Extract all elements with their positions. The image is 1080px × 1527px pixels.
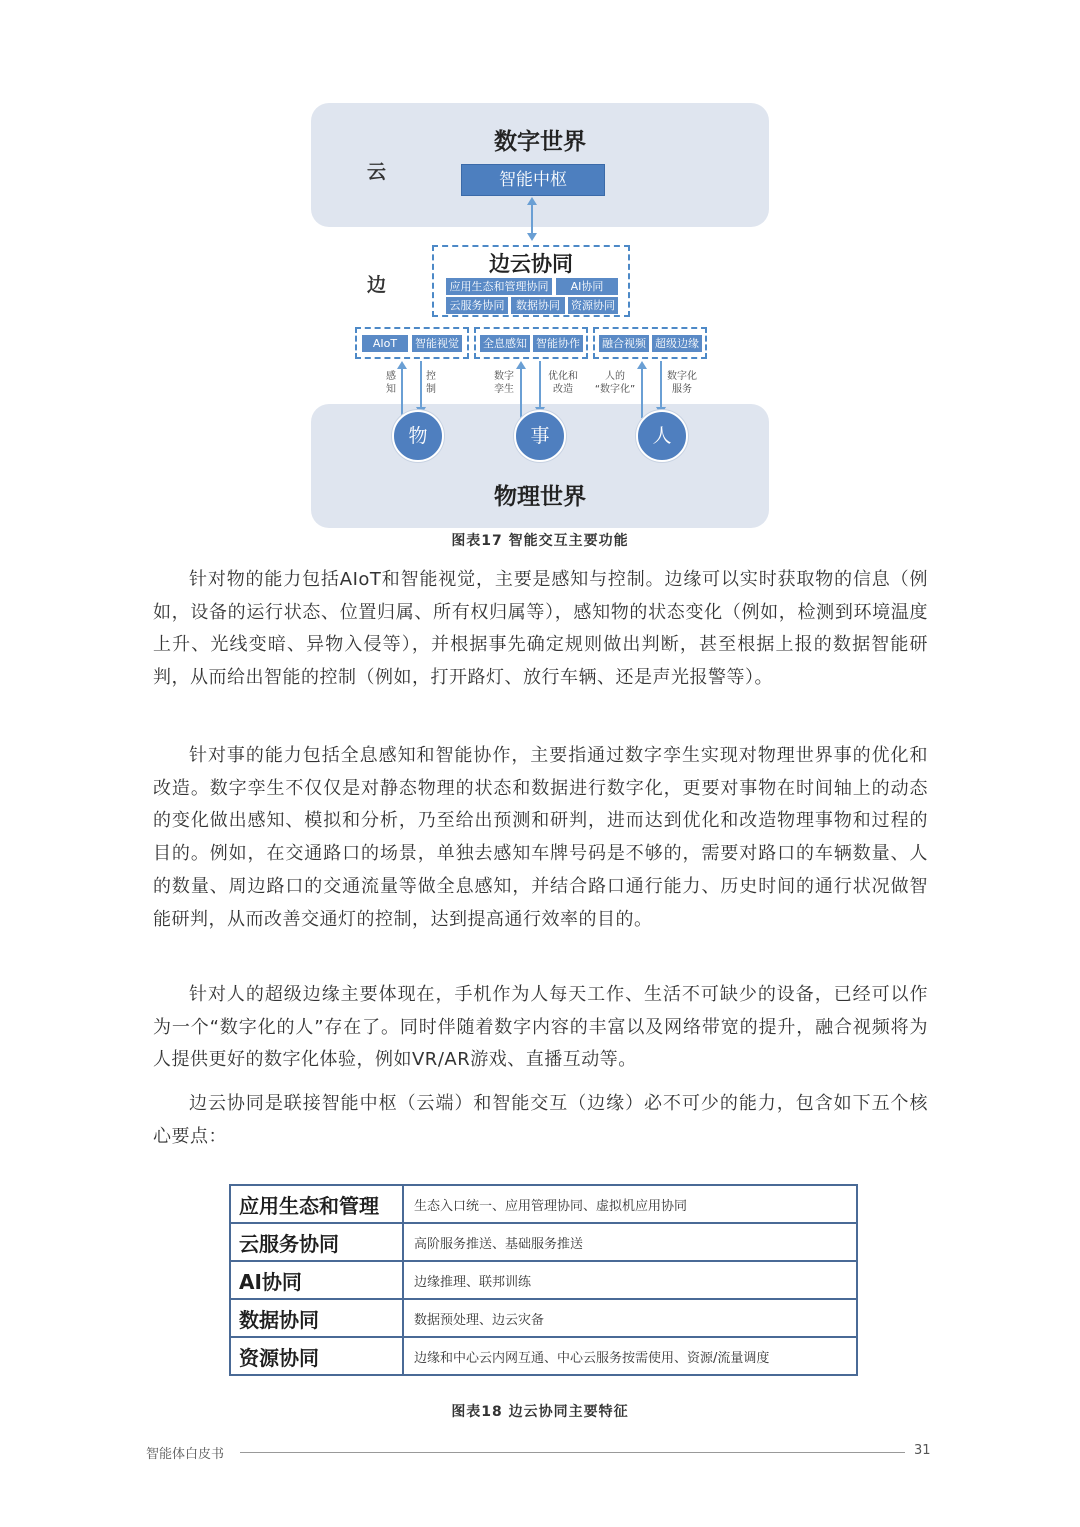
digital-world-title: 数字世界 bbox=[494, 129, 586, 155]
paragraph-edge-cloud: 边云协同是联接智能中枢（云端）和智能交互（边缘）必不可少的能力，包含如下五个核心要点： bbox=[153, 1093, 928, 1147]
hub-arrow-down bbox=[527, 233, 537, 241]
entity-things: 物 bbox=[392, 410, 444, 462]
figure-caption-18: 图表18 边云协同主要特征 bbox=[451, 1404, 629, 1420]
page-number: 31 bbox=[914, 1443, 931, 1458]
hub-box: 智能中枢 bbox=[461, 164, 605, 196]
control-line bbox=[420, 361, 422, 409]
sense-line bbox=[401, 368, 403, 418]
feature-name: 云服务协同 bbox=[230, 1223, 403, 1261]
feature-detail: 边缘推理、联邦训练 bbox=[403, 1261, 857, 1299]
capability-chip: 智能视觉 bbox=[412, 335, 462, 352]
figure-caption-17: 图表17 智能交互主要功能 bbox=[451, 533, 629, 549]
edge-cloud-feature-table bbox=[229, 1184, 858, 1376]
cloud-label: 云 bbox=[367, 161, 387, 183]
feature-name: 数据协同 bbox=[230, 1299, 403, 1337]
physical-world-title: 物理世界 bbox=[494, 484, 586, 510]
hub-connector bbox=[531, 203, 533, 235]
feature-detail: 数据预处理、边云灾备 bbox=[403, 1299, 857, 1337]
table-row bbox=[230, 1299, 857, 1337]
edge-cloud-item: 应用生态和管理协同 bbox=[446, 278, 552, 295]
edge-cloud-item: 资源协同 bbox=[568, 297, 618, 314]
feature-detail: 边缘和中心云内网互通、中心云服务按需使用、资源/流量调度 bbox=[403, 1337, 857, 1375]
table-row bbox=[230, 1261, 857, 1299]
paragraph-people: 针对人的超级边缘主要体现在，手机作为人每天工作、生活不可缺少的设备，已经可以作为一个“数字化的人”存在了。同时伴随着数字内容的丰富以及网络带宽的提升，融合视频将为人提供更好的数字化体验，例如VR/AR游戏、直播互动等。 bbox=[153, 984, 928, 1071]
footer-title: 智能体白皮书 bbox=[146, 1447, 225, 1462]
feature-detail: 生态入口统一、应用管理协同、虚拟机应用协同 bbox=[403, 1185, 857, 1223]
paragraph-things: 针对物的能力包括AIoT和智能视觉，主要是感知与控制。边缘可以实时获取物的信息（例如，设备的运行状态、位置归属、所有权归属等），感知物的状态变化（例如，检测到环境温度上升、光线变暗、异物入侵等），并根据事先确定规则做出判断，甚至根据上报的数据智能研判，从而给出智能的控制（例如，打开路灯、放行车辆、还是声光报警等）。 bbox=[153, 569, 928, 689]
note-service: 数字化 服务 bbox=[667, 371, 697, 395]
capability-chip: 全息感知 bbox=[480, 335, 530, 352]
capability-chip: AIoT bbox=[362, 335, 408, 352]
table-row bbox=[230, 1185, 857, 1223]
digitize-line bbox=[641, 368, 643, 418]
capability-chip: 融合视频 bbox=[599, 335, 649, 352]
note-digitize: 人的 “数字化” bbox=[594, 371, 636, 395]
note-twin: 数字 孪生 bbox=[494, 371, 514, 395]
edge-cloud-item: 数据协同 bbox=[511, 297, 565, 314]
feature-name: 资源协同 bbox=[230, 1337, 403, 1375]
edge-cloud-title: 边云协同 bbox=[489, 252, 573, 276]
capability-chip: 智能协作 bbox=[533, 335, 583, 352]
twin-line bbox=[520, 368, 522, 418]
optimize-line bbox=[539, 361, 541, 409]
capability-chip: 超级边缘 bbox=[652, 335, 702, 352]
table-row bbox=[230, 1223, 857, 1261]
edge-cloud-item: 云服务协同 bbox=[446, 297, 508, 314]
note-sense: 感 知 bbox=[386, 371, 396, 395]
edge-label: 边 bbox=[367, 274, 387, 296]
feature-name: AI协同 bbox=[230, 1261, 403, 1299]
note-optimize: 优化和 改造 bbox=[548, 371, 578, 395]
entity-people: 人 bbox=[636, 410, 688, 462]
edge-cloud-item: AI协同 bbox=[556, 278, 618, 295]
footer-divider bbox=[240, 1452, 905, 1453]
feature-detail: 高阶服务推送、基础服务推送 bbox=[403, 1223, 857, 1261]
table-row bbox=[230, 1337, 857, 1375]
paragraph-events: 针对事的能力包括全息感知和智能协作，主要指通过数字孪生实现对物理世界事的优化和改造。数字孪生不仅仅是对静态物理的状态和数据进行数字化，更要对事物在时间轴上的动态的变化做出感知、模拟和分析，乃至给出预测和研判，进而达到优化和改造物理事物和过程的目的。例如，在交通路口的场景，单独去感知车牌号码是不够的，需要对路口的车辆数量、人的数量、周边路口的交通流量等做全息感知，并结合路口通行能力、历史时间的通行状况做智能研判，从而改善交通灯的控制，达到提高通行效率的目的。 bbox=[153, 745, 928, 930]
note-control: 控 制 bbox=[426, 371, 436, 395]
feature-name: 应用生态和管理 bbox=[230, 1185, 403, 1223]
entity-events: 事 bbox=[514, 410, 566, 462]
